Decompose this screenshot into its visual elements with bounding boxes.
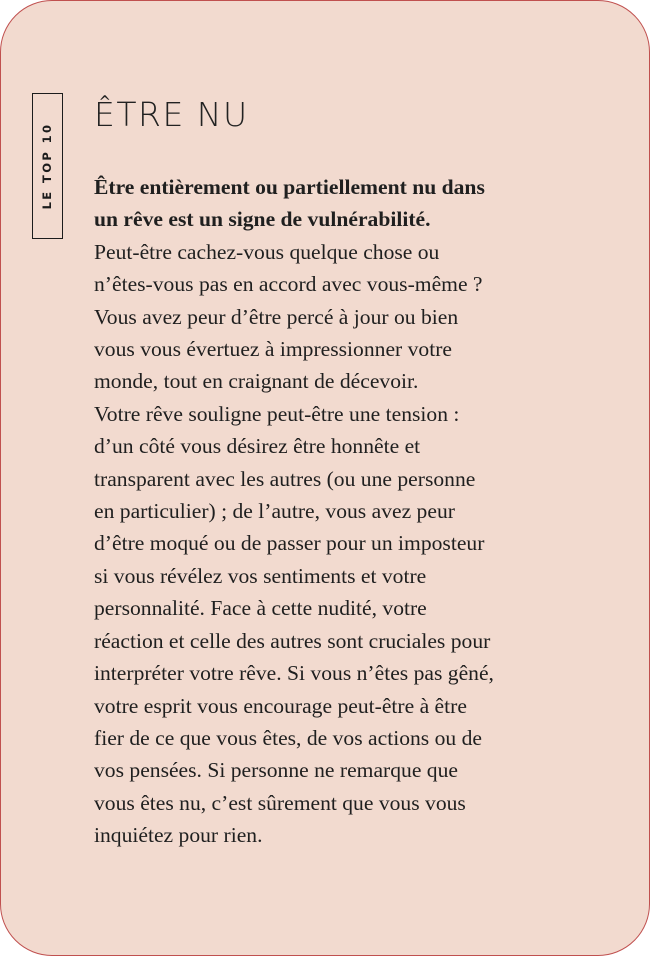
lead-line: un rêve est un signe de vulnérabilité.: [94, 207, 431, 232]
body-line: Votre rêve souligne peut-être une tension :: [94, 401, 460, 426]
body-line: Peut-être cachez-vous quelque chose ou: [94, 239, 440, 264]
body-line: réaction et celle des autres sont cruciales pour: [94, 628, 491, 653]
card-title: ÊTRE NU: [94, 95, 249, 134]
body-line: vous êtes nu, c’est sûrement que vous vous: [94, 790, 466, 815]
body-line: vous vous évertuez à impressionner votre: [94, 337, 452, 362]
body-line: monde, tout en craignant de décevoir.: [94, 369, 419, 394]
body-line: votre esprit vous encourage peut-être à être: [94, 693, 467, 718]
body-line: inquiétez pour rien.: [94, 823, 263, 848]
body-line: en particulier) ; de l’autre, vous avez peur: [94, 499, 455, 524]
body-line: Vous avez peur d’être percé à jour ou bien: [94, 304, 459, 329]
body-line: fier de ce que vous êtes, de vos actions ou de: [94, 725, 482, 750]
section-tag: LE TOP 10: [40, 122, 54, 210]
lead-line: Être entièrement ou partiellement nu dans: [94, 175, 485, 199]
body-line: d’être moqué ou de passer pour un imposteur: [94, 531, 485, 556]
body-line: d’un côté vous désirez être honnête et: [94, 434, 421, 459]
body-line: vos pensées. Si personne ne remarque que: [94, 758, 458, 783]
card-body: [94, 171, 574, 852]
body-line: transparent avec les autres (ou une personne: [94, 466, 476, 491]
body-line: interpréter votre rêve. Si vous n’êtes pas gêné,: [94, 661, 494, 686]
body-line: personnalité. Face à cette nudité, votre: [94, 596, 427, 621]
body-line: n’êtes-vous pas en accord avec vous-même ?: [94, 272, 483, 297]
body-line: si vous révélez vos sentiments et votre: [94, 563, 427, 588]
